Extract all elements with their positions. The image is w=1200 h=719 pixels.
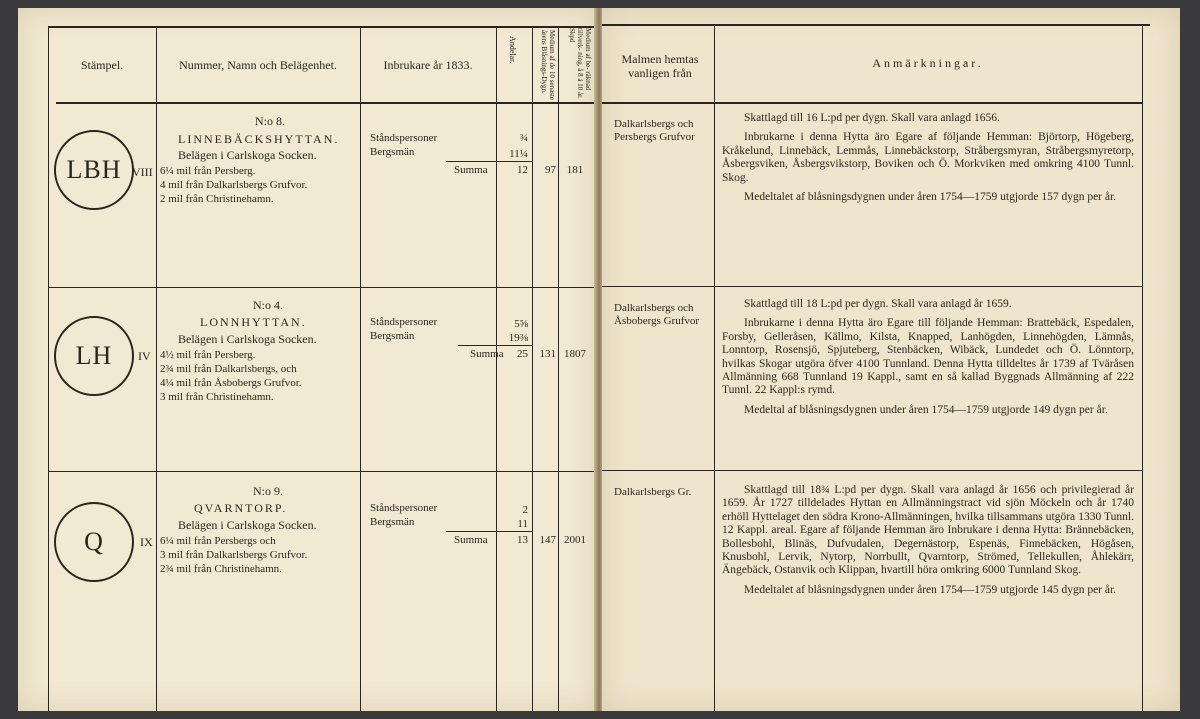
entry-location: Belägen i Carlskoga Socken. — [178, 518, 317, 532]
summa-value: 25 — [517, 348, 528, 360]
summa-rule — [458, 345, 532, 346]
left-border — [48, 26, 49, 711]
andel-value: 11¼ — [509, 148, 528, 160]
distance-line: 4 mil från Dalkarlsbergs Grufvor. — [160, 179, 308, 191]
left-row-divider-2 — [48, 471, 596, 472]
andel-value: 19⅜ — [508, 332, 528, 344]
dygn-value: 131 — [539, 348, 556, 360]
left-page — [18, 8, 596, 711]
right-border — [1142, 24, 1143, 711]
roman-numeral: IX — [140, 535, 153, 549]
col-divider-stampel — [156, 26, 157, 711]
remark-paragraph: Inbrukarne i denna Hytta äro Egare af följande Hemman: Björtorp, Högeberg, Kråkelund, Linnebäck, Lemmås, Linnebäckstorp, Stråbergsmyran, Stråbergsmyretorp, Åsbergsviken, Åsbergsvikstorp, Boviken och Ö. Morkviken med omkring 4100 Tunnl. Skog. — [722, 131, 1134, 184]
inbrukare-line: Bergsmän — [370, 330, 415, 342]
remark-paragraph: Medeltalet af blåsningsdygnen under åren 1754—1759 utgjorde 145 dygn per år. — [744, 583, 1117, 596]
remark-paragraph: Medeltal af blåsningsdygnen under åren 1754—1759 utgjorde 149 dygn per år. — [744, 403, 1108, 416]
distance-line: 3 mil från Dalkarlsbergs Grufvor. — [160, 549, 308, 561]
summa-label: Summa — [454, 534, 488, 546]
entry-number: N:o 4. — [253, 298, 283, 312]
remark-paragraph: Medeltalet af blåsningsdygnen under åren 1754—1759 utgjorde 157 dygn per år. — [744, 191, 1117, 204]
right-row-divider-2 — [602, 470, 1142, 471]
right-row-divider-1 — [602, 286, 1142, 287]
inbrukare-line: Ståndspersoner — [370, 316, 438, 328]
andel-value: ¾ — [519, 132, 528, 144]
header-stampel: Stämpel. — [80, 58, 124, 72]
andel-value: 2 — [522, 504, 528, 516]
malmen-source: Dalkarlsbergs Gr. — [614, 486, 692, 498]
andel-value: 11 — [517, 518, 528, 530]
summa-label: Summa — [470, 348, 504, 360]
distance-line: 3 mil från Christinehamn. — [160, 391, 274, 403]
header-medium-tillverkning: Medium af be- räknad tillverk- ning, å 8 á 10 år. Skpd — [568, 28, 592, 99]
remarks-block — [722, 484, 1134, 603]
distance-line: 4¼ mil från Åsbobergs Grufvor. — [160, 377, 302, 389]
right-top-rule — [602, 24, 1150, 26]
distance-line: 2¾ mil från Christinehamn. — [160, 563, 282, 575]
inbrukare-line: Bergsmän — [370, 146, 415, 158]
summa-rule — [446, 161, 532, 162]
stamp-q — [54, 502, 134, 582]
distance-line: 6¼ mil från Persbergs och — [160, 535, 276, 547]
stamp-text: LH — [75, 341, 113, 370]
col-divider-malmen — [714, 24, 715, 711]
col-divider-andelar — [532, 26, 533, 711]
dygn-value: 147 — [539, 534, 556, 546]
stamp-text: LBH — [66, 155, 122, 184]
remark-paragraph: Skattlagd till 18 L:pd per dygn. Skall vara anlagd år 1659. — [744, 298, 1012, 310]
distance-line: 2¾ mil från Dalkarlsbergs, och — [160, 363, 297, 375]
col-divider-dygn — [558, 26, 559, 711]
summa-value: 12 — [517, 164, 528, 176]
col-divider-nummer — [360, 26, 361, 711]
header-inbrukare: Inbrukare år 1833. — [383, 58, 473, 72]
entry-location: Belägen i Carlskoga Socken. — [178, 332, 317, 346]
entry-location: Belägen i Carlskoga Socken. — [178, 148, 317, 162]
header-malmen: Malmen hemtas vanligen från — [621, 52, 699, 80]
remark-paragraph: Skattlagd till 18¾ L:pd per dygn. Skall vara anlagd år 1656 och privilegierad år 1659. År 1727 tilldelades Hyttan en Allmänningstract vid sjön Möckeln och år 1740 erhöll Hyttelaget den södra Krono-Allmänningen, hvilka tillsammans utgöra 1330 Tunnl. 12 Kappl. areal. Egare af följande Hemman äro Inbrukare i denna Hytta: Brännebäcken, Bollesbohl, Blinäs, Dufvudalen, Degernästorp, Espenäs, Finnebäcken, Högåsen, Knusbohl, Lervik, Nytorp, Norrbullt, Qvarntorp, Strömed, Tellekullen, Åhlekärr, Ängebäck, Ostanvik och Klippan, hvartill höra omkring 6000 Tunnland Skog. — [722, 484, 1134, 577]
distance-line: 6¼ mil från Persberg. — [160, 165, 256, 177]
header-nummer: Nummer, Namn och Belägenhet. — [179, 58, 337, 72]
summa-rule — [446, 531, 532, 532]
entry-number: N:o 8. — [255, 114, 285, 128]
stamp-lbh — [54, 130, 134, 210]
distance-line: 2 mil från Christinehamn. — [160, 193, 274, 205]
header-andelar: Andelar. — [508, 36, 517, 64]
inbrukare-line: Bergsmän — [370, 516, 415, 528]
stamp-text: Q — [84, 527, 104, 556]
malmen-source: Dalkarlsbergs och Persbergs Grufvor — [614, 118, 695, 143]
andel-value: 5⅝ — [514, 318, 528, 330]
remark-paragraph: Skattlagd till 16 L:pd per dygn. Skall vara anlagd 1656. — [744, 112, 1000, 124]
entry-name: LONNHYTTAN. — [200, 315, 307, 329]
left-row-divider-1 — [48, 287, 596, 288]
col-divider-inbrukare — [496, 26, 497, 711]
left-header-rule — [56, 102, 596, 104]
header-anmarkningar: Anmärkningar. — [872, 56, 984, 70]
roman-numeral: IV — [138, 349, 151, 363]
header-medium-blasning: Medium af de 10 senaste årens Blåsnings-Dygn. — [540, 30, 556, 100]
remarks-block — [722, 112, 1134, 210]
right-header-rule — [602, 102, 1142, 104]
skpd-value: 2001 — [564, 534, 586, 546]
remarks-block — [722, 298, 1134, 423]
skpd-value: 1807 — [564, 348, 586, 360]
entry-name: LINNEBÄCKSHYTTAN. — [178, 132, 340, 146]
dygn-value: 97 — [545, 164, 556, 176]
roman-numeral: VIII — [132, 165, 153, 179]
stamp-lh — [54, 316, 134, 396]
malmen-source: Dalkarlsbergs och Åsbobergs Grufvor — [614, 302, 700, 327]
inbrukare-line: Ståndspersoner — [370, 502, 438, 514]
summa-value: 13 — [517, 534, 528, 546]
summa-label: Summa — [454, 164, 488, 176]
right-page — [602, 8, 1180, 711]
inbrukare-line: Ståndspersoner — [370, 132, 438, 144]
left-top-rule — [48, 26, 596, 28]
remark-paragraph: Inbrukarne i denna Hytta äro Egare till följande Hemman: Brattebäck, Espedalen, Forsby, Gelleråsen, Källmo, Kilsta, Knapped, Lanhögden, Linnehögden, Lämnås, Lonntorp, Rosensjö, Spjuteberg, Stenbäcken, Wibäck, Lundedet och Ö. Lönntorp, hvilkas Skogar utgöra öfver 4100 Tunnland. Denna Hytta tilldeltes år 1739 af Tväråsen Allmänning 668 Tunnland 19 Kappl., samt en så kallad Byggnads Allmänning af 222 Tunnl. 22 Kappl:s rymd. — [722, 317, 1134, 397]
skpd-value: 181 — [566, 164, 584, 176]
distance-line: 4½ mil från Persberg. — [160, 349, 256, 361]
entry-number: N:o 9. — [253, 484, 283, 498]
entry-name: QVARNTORP. — [194, 501, 288, 515]
